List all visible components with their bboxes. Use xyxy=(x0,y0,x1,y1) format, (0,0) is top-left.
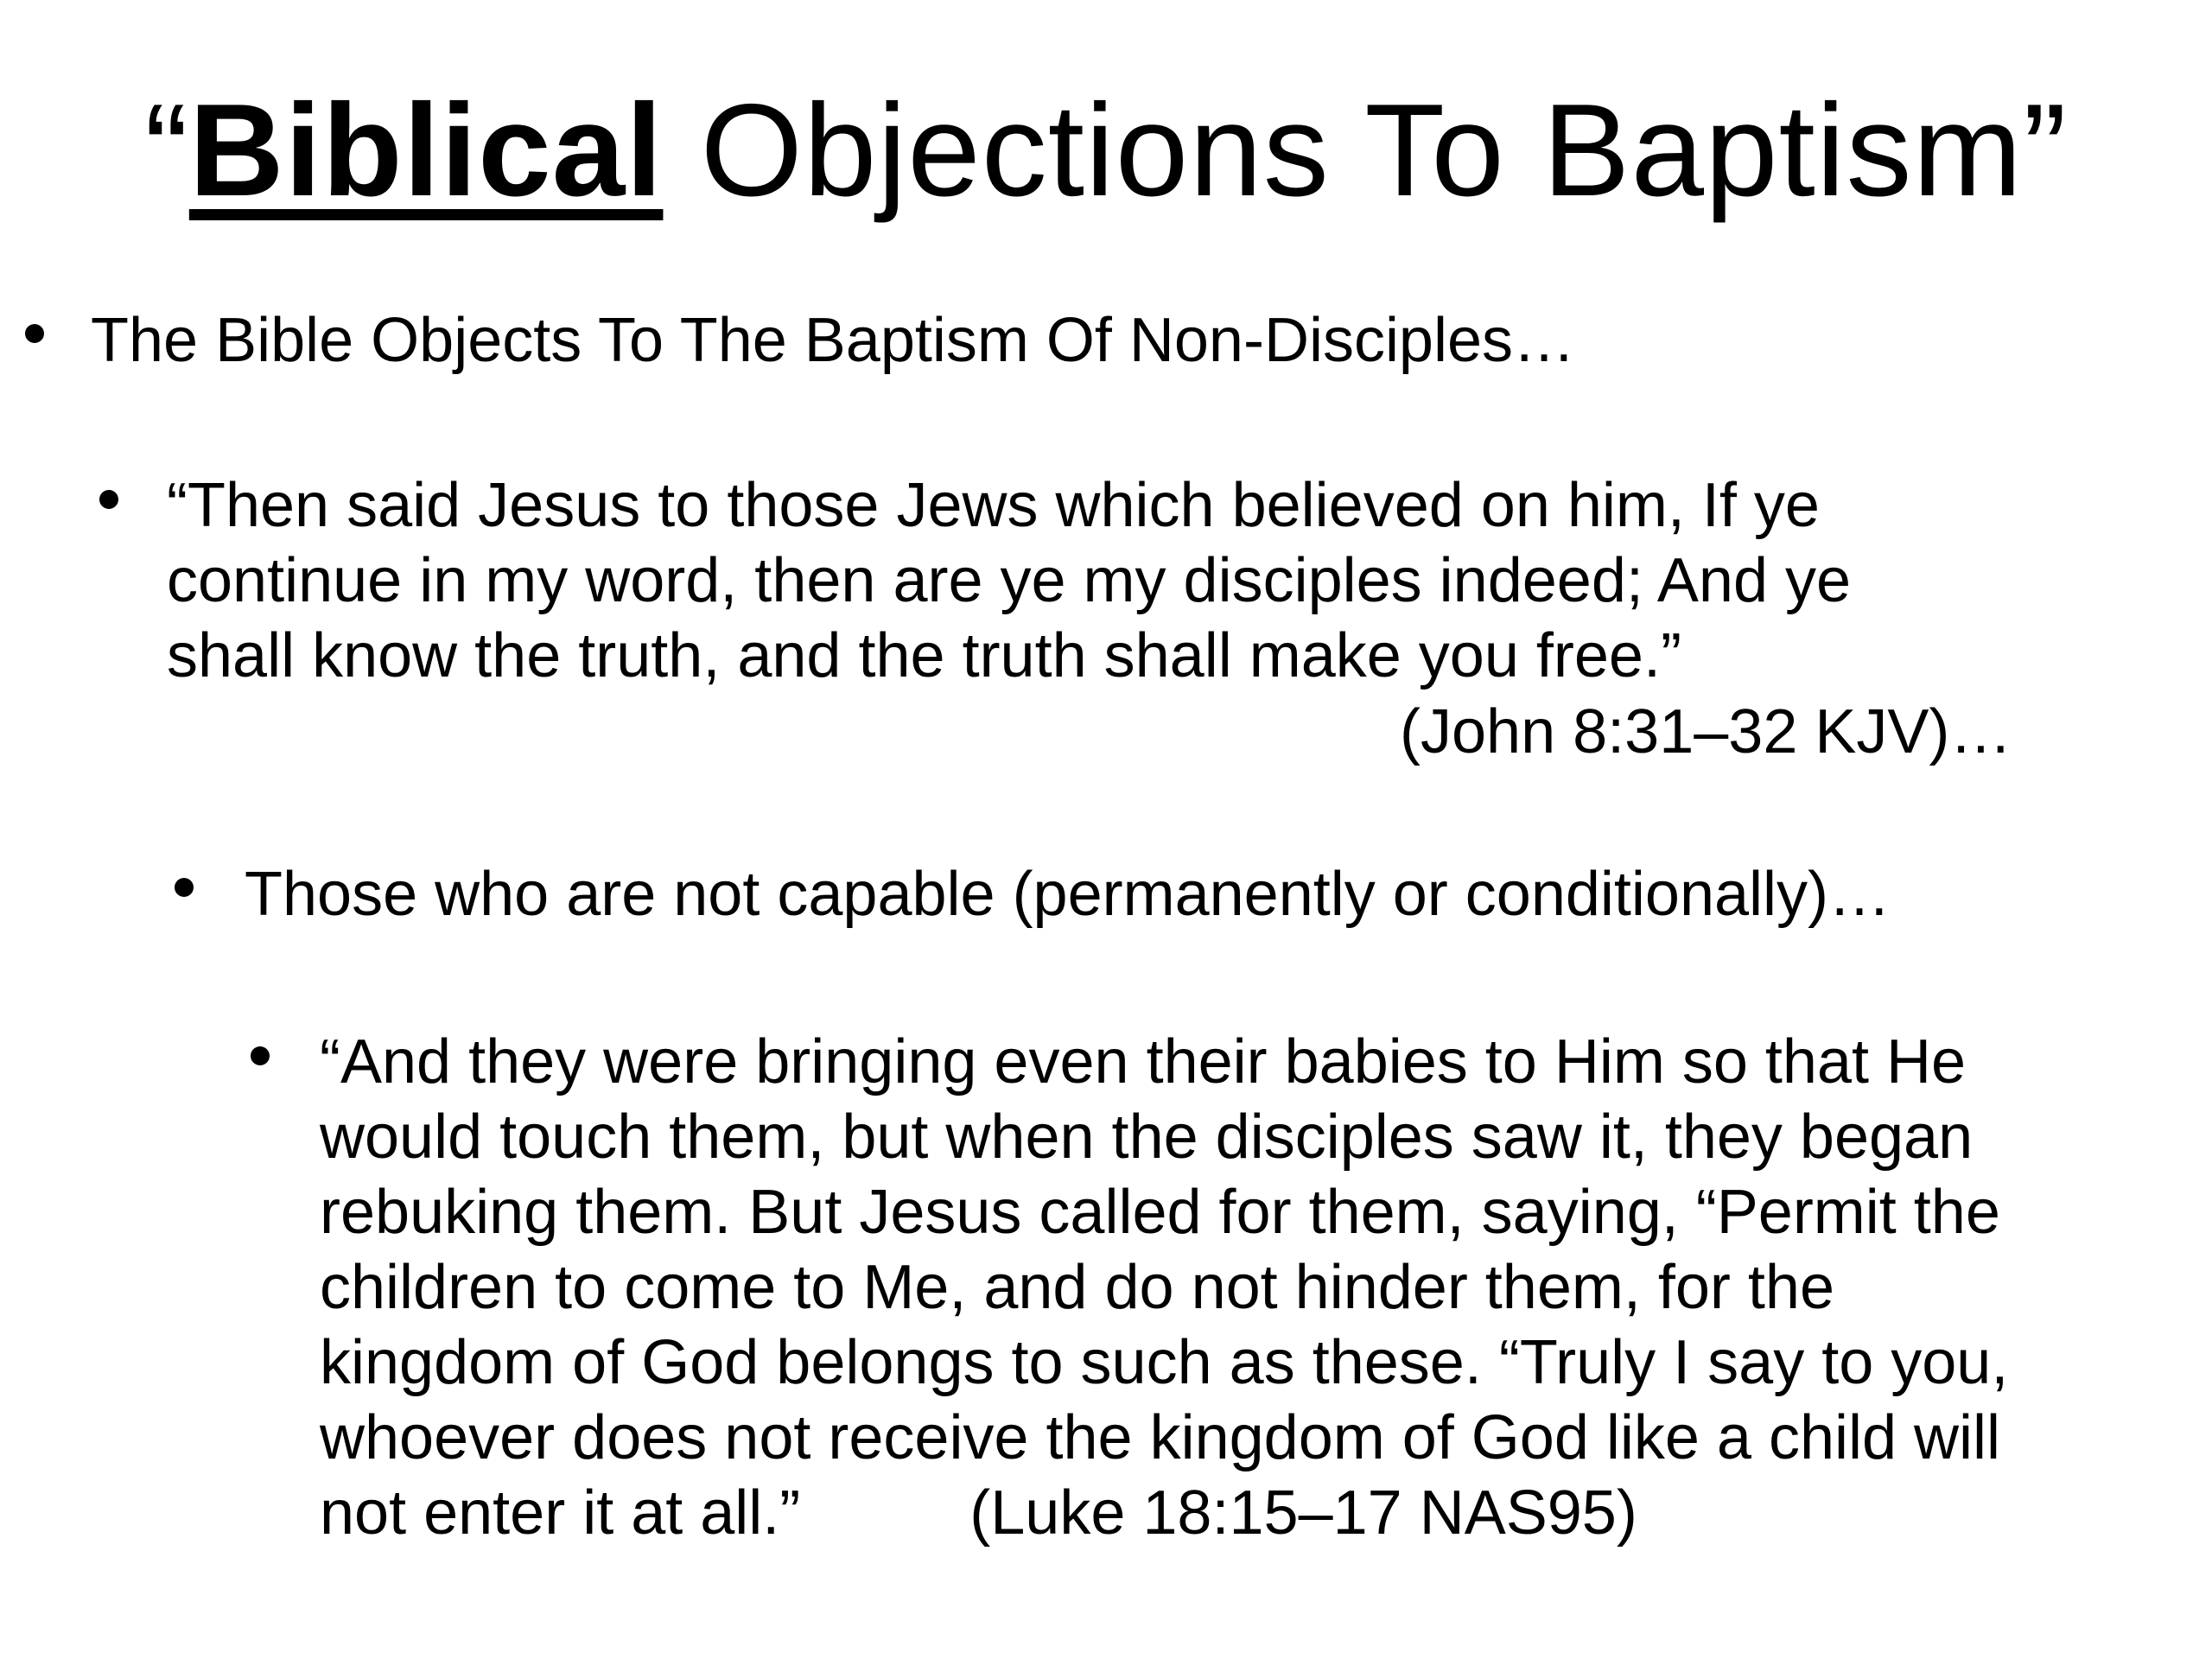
quote-luke-last-line xyxy=(320,1476,2008,1551)
bullet-level-4 xyxy=(251,1046,270,1065)
quote-john xyxy=(167,468,1851,694)
quote-luke-line: rebuking them. But Jesus called for them, saying, “Permit the xyxy=(320,1178,2000,1247)
quote-luke-line: would touch them, but when the disciples saw it, they began xyxy=(320,1103,1974,1172)
bullet-level-1 xyxy=(25,324,44,343)
bullet-level-2 xyxy=(99,490,118,509)
quote-luke xyxy=(320,1025,2008,1551)
quote-luke-reference: (Luke 18:15–17 NAS95) xyxy=(969,1478,1637,1548)
title-rest: Objections To Baptism” xyxy=(663,77,2068,224)
quote-luke-line: children to come to Me, and do not hinder them, for the xyxy=(320,1253,1834,1322)
quote-john-line: continue in my word, then are ye my disciples indeed; And ye xyxy=(167,546,1852,615)
quote-luke-line: kingdom of God belongs to such as these. “Truly I say to you, xyxy=(320,1328,2009,1397)
title-open-quote: “ xyxy=(144,77,189,224)
level3-text: Those who are not capable (permanently or conditionally)… xyxy=(245,860,1891,929)
bullet-level-3 xyxy=(175,878,194,897)
quote-luke-line: whoever does not receive the kingdom of God like a child will xyxy=(320,1403,2001,1472)
quote-john-reference: (John 8:31–32 KJV)… xyxy=(1400,697,2012,766)
quote-luke-last-text: not enter it at all.” xyxy=(320,1478,801,1548)
title-emphasis: Biblical xyxy=(188,77,664,224)
quote-john-line: “Then said Jesus to those Jews which believed on him, If ye xyxy=(167,471,1820,540)
slide-title xyxy=(0,73,2212,228)
quote-john-line: shall know the truth, and the truth shall make you free.” xyxy=(167,621,1681,690)
level1-text: The Bible Objects To The Baptism Of Non-Disciples… xyxy=(91,306,1576,375)
quote-luke-line: “And they were bringing even their babies to Him so that He xyxy=(320,1027,1967,1096)
